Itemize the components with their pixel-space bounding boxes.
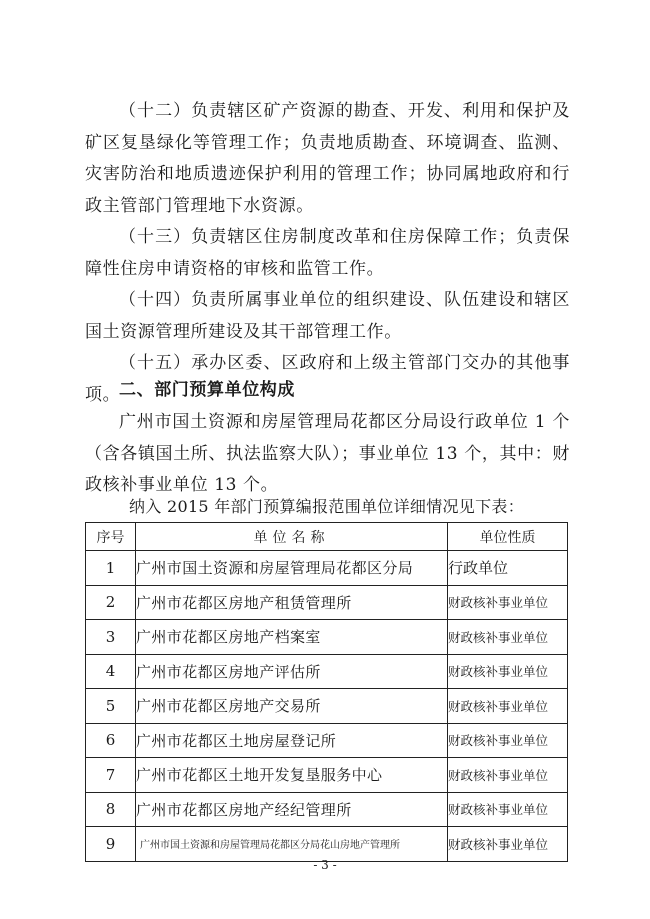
row-unit-type: 财政核补事业单位 [448, 620, 568, 655]
table-row [86, 551, 568, 586]
paragraph-item-14: （十四）负责所属事业单位的组织建设、队伍建设和辖区国土资源管理所建设及其干部管理工作。 [85, 290, 570, 342]
budget-units-table [85, 522, 568, 862]
section-heading: 二、部门预算单位构成 [119, 380, 295, 400]
row-serial-number: 7 [86, 758, 136, 793]
row-unit-name: 广州市花都区房地产租赁管理所 [136, 585, 448, 620]
header-serial-number: 序号 [86, 523, 136, 551]
row-unit-type: 行政单位 [448, 551, 568, 586]
header-unit-name: 单位名称 [136, 523, 448, 551]
row-unit-type: 财政核补事业单位 [448, 758, 568, 793]
table-row [86, 827, 568, 862]
row-serial-number: 8 [86, 792, 136, 827]
table-row [86, 620, 568, 655]
row-unit-name: 广州市花都区土地房屋登记所 [136, 723, 448, 758]
row-unit-name: 广州市花都区房地产交易所 [136, 689, 448, 724]
table-row [86, 689, 568, 724]
table-header-row [86, 523, 568, 551]
table-row [86, 758, 568, 793]
row-unit-name: 广州市国土资源和房屋管理局花都区分局 [136, 551, 448, 586]
row-unit-name: 广州市花都区土地开发复垦服务中心 [136, 758, 448, 793]
table-row [86, 585, 568, 620]
row-unit-type: 财政核补事业单位 [448, 585, 568, 620]
row-serial-number: 9 [86, 827, 136, 862]
row-serial-number: 6 [86, 723, 136, 758]
paragraph-item-13: （十三）负责辖区住房制度改革和住房保障工作；负责保障性住房申请资格的审核和监管工作。 [85, 227, 570, 279]
row-unit-type: 财政核补事业单位 [448, 792, 568, 827]
header-unit-type: 单位性质 [448, 523, 568, 551]
row-unit-type: 财政核补事业单位 [448, 654, 568, 689]
table-intro-text: 纳入 2015 年部门预算编报范围单位详细情况见下表： [129, 497, 524, 516]
row-unit-name: 广州市花都区房地产经纪管理所 [136, 792, 448, 827]
paragraph-item-15: （十五）承办区委、区政府和上级主管部门交办的其他事项。 [85, 353, 570, 405]
row-unit-type: 财政核补事业单位 [448, 827, 568, 862]
row-unit-name: 广州市花都区房地产评估所 [136, 654, 448, 689]
row-unit-type: 财政核补事业单位 [448, 723, 568, 758]
row-serial-number: 3 [86, 620, 136, 655]
row-serial-number: 5 [86, 689, 136, 724]
row-unit-name: 广州市国土资源和房屋管理局花都区分局花山房地产管理所 [136, 827, 448, 862]
composition-paragraph: 广州市国土资源和房屋管理局花都区分局设行政单位 1 个（含各镇国土所、执法监察大队）；事业单位 13 个，其中：财政核补事业单位 13 个。 [85, 412, 570, 495]
table-row [86, 654, 568, 689]
paragraph-item-12: （十二）负责辖区矿产资源的勘查、开发、利用和保护及矿区复垦绿化等管理工作；负责地质勘查、环境调查、监测、灾害防治和地质遗迹保护利用的管理工作；协同属地政府和行政主管部门管理地下水资源。 [85, 101, 570, 216]
row-unit-name: 广州市花都区房地产档案室 [136, 620, 448, 655]
table-row [86, 792, 568, 827]
row-unit-type: 财政核补事业单位 [448, 689, 568, 724]
row-serial-number: 1 [86, 551, 136, 586]
page-number: - 3 - [313, 858, 337, 872]
row-serial-number: 4 [86, 654, 136, 689]
row-serial-number: 2 [86, 585, 136, 620]
table-row [86, 723, 568, 758]
